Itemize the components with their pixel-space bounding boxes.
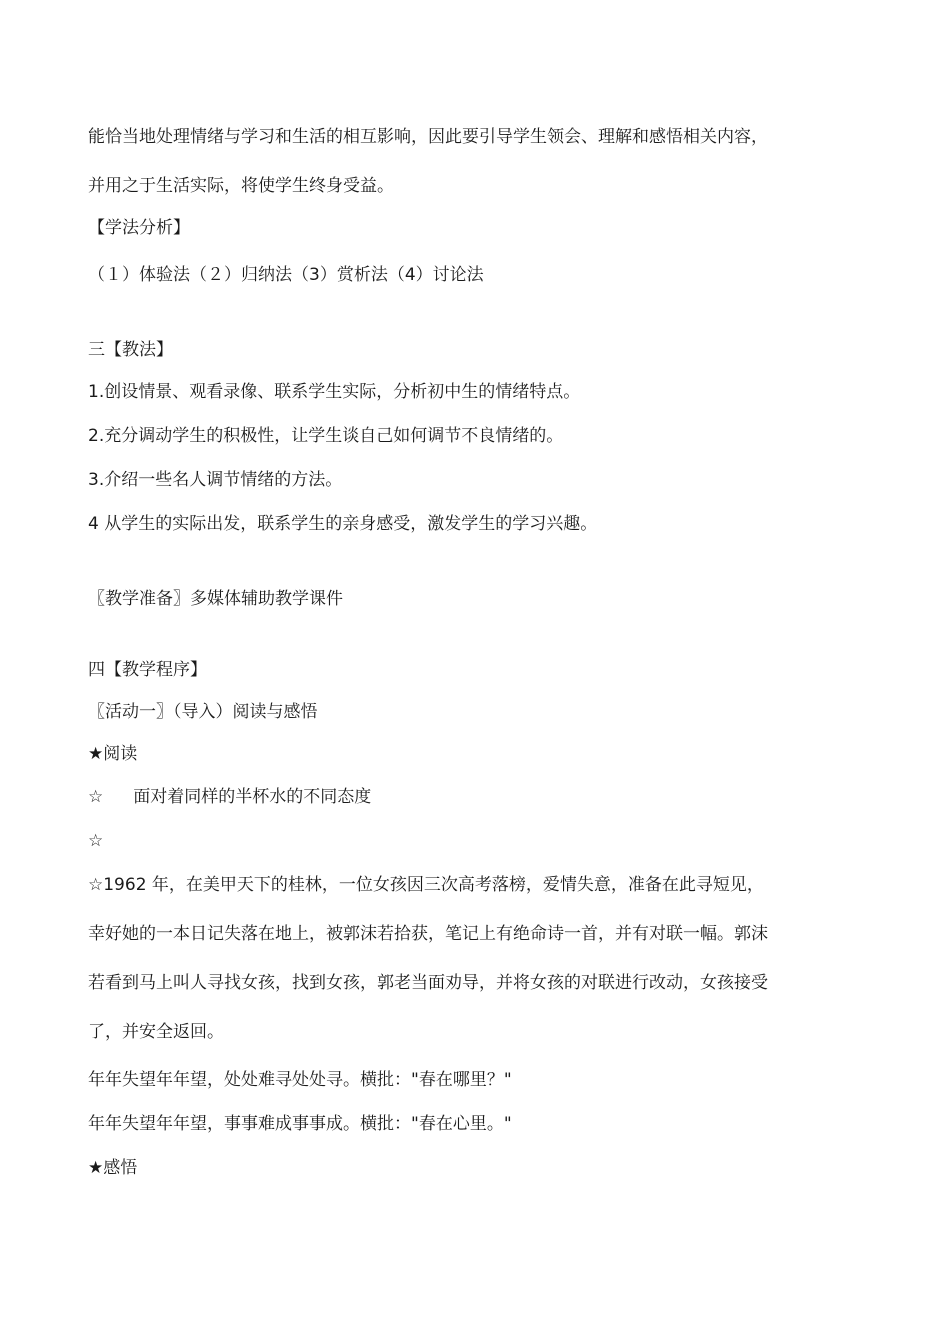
- teaching-method-1: 1.创设情景、观看录像、联系学生实际，分析初中生的情绪特点。: [88, 382, 581, 402]
- reading-heading: ★阅读: [88, 744, 138, 764]
- story-line: 若看到马上叫人寻找女孩，找到女孩，郭老当面劝导，并将女孩的对联进行改动，女孩接受: [88, 973, 768, 993]
- teaching-method-2: 2.充分调动学生的积极性，让学生谈自己如何调节不良情绪的。: [88, 426, 564, 446]
- teaching-preparation: 〖教学准备〗多媒体辅助教学课件: [88, 589, 343, 609]
- learning-methods-line: （１）体验法（２）归纳法（3）赏析法（4）讨论法: [88, 265, 484, 285]
- star-outline-icon: ☆: [88, 831, 104, 851]
- teaching-method-4: 4 从学生的实际出发，联系学生的亲身感受，激发学生的学习兴趣。: [88, 514, 598, 534]
- star-outline-icon: ☆: [88, 787, 104, 807]
- story-line: 了，并安全返回。: [88, 1022, 224, 1042]
- section-heading-jiaofa: 三【教法】: [88, 340, 173, 360]
- paragraph-line: 能恰当地处理情绪与学习和生活的相互影响，因此要引导学生领会、理解和感悟相关内容，: [88, 127, 768, 147]
- story-line: ☆1962 年，在美甲天下的桂林，一位女孩因三次高考落榜，爱情失意，准备在此寻短见，: [88, 875, 764, 895]
- teaching-method-3: 3.介绍一些名人调节情绪的方法。: [88, 470, 343, 490]
- insight-heading: ★感悟: [88, 1158, 138, 1178]
- activity-one-heading: 〖活动一〗（导入）阅读与感悟: [88, 702, 318, 722]
- list-item-text: 面对着同样的半杯水的不同态度: [133, 787, 372, 807]
- couplet-original: 年年失望年年望，处处难寻处处寻。横批："春在哪里？": [88, 1070, 512, 1090]
- list-item: [88, 785, 371, 809]
- couplet-revised: 年年失望年年望，事事难成事事成。横批："春在心里。": [88, 1114, 512, 1134]
- story-line: 幸好她的一本日记失落在地上，被郭沫若拾获，笔记上有绝命诗一首，并有对联一幅。郭沫: [88, 924, 768, 944]
- section-heading-chengxu: 四【教学程序】: [88, 660, 207, 680]
- section-heading-xuefa: 【学法分析】: [88, 218, 190, 238]
- paragraph-line: 并用之于生活实际，将使学生终身受益。: [88, 176, 394, 196]
